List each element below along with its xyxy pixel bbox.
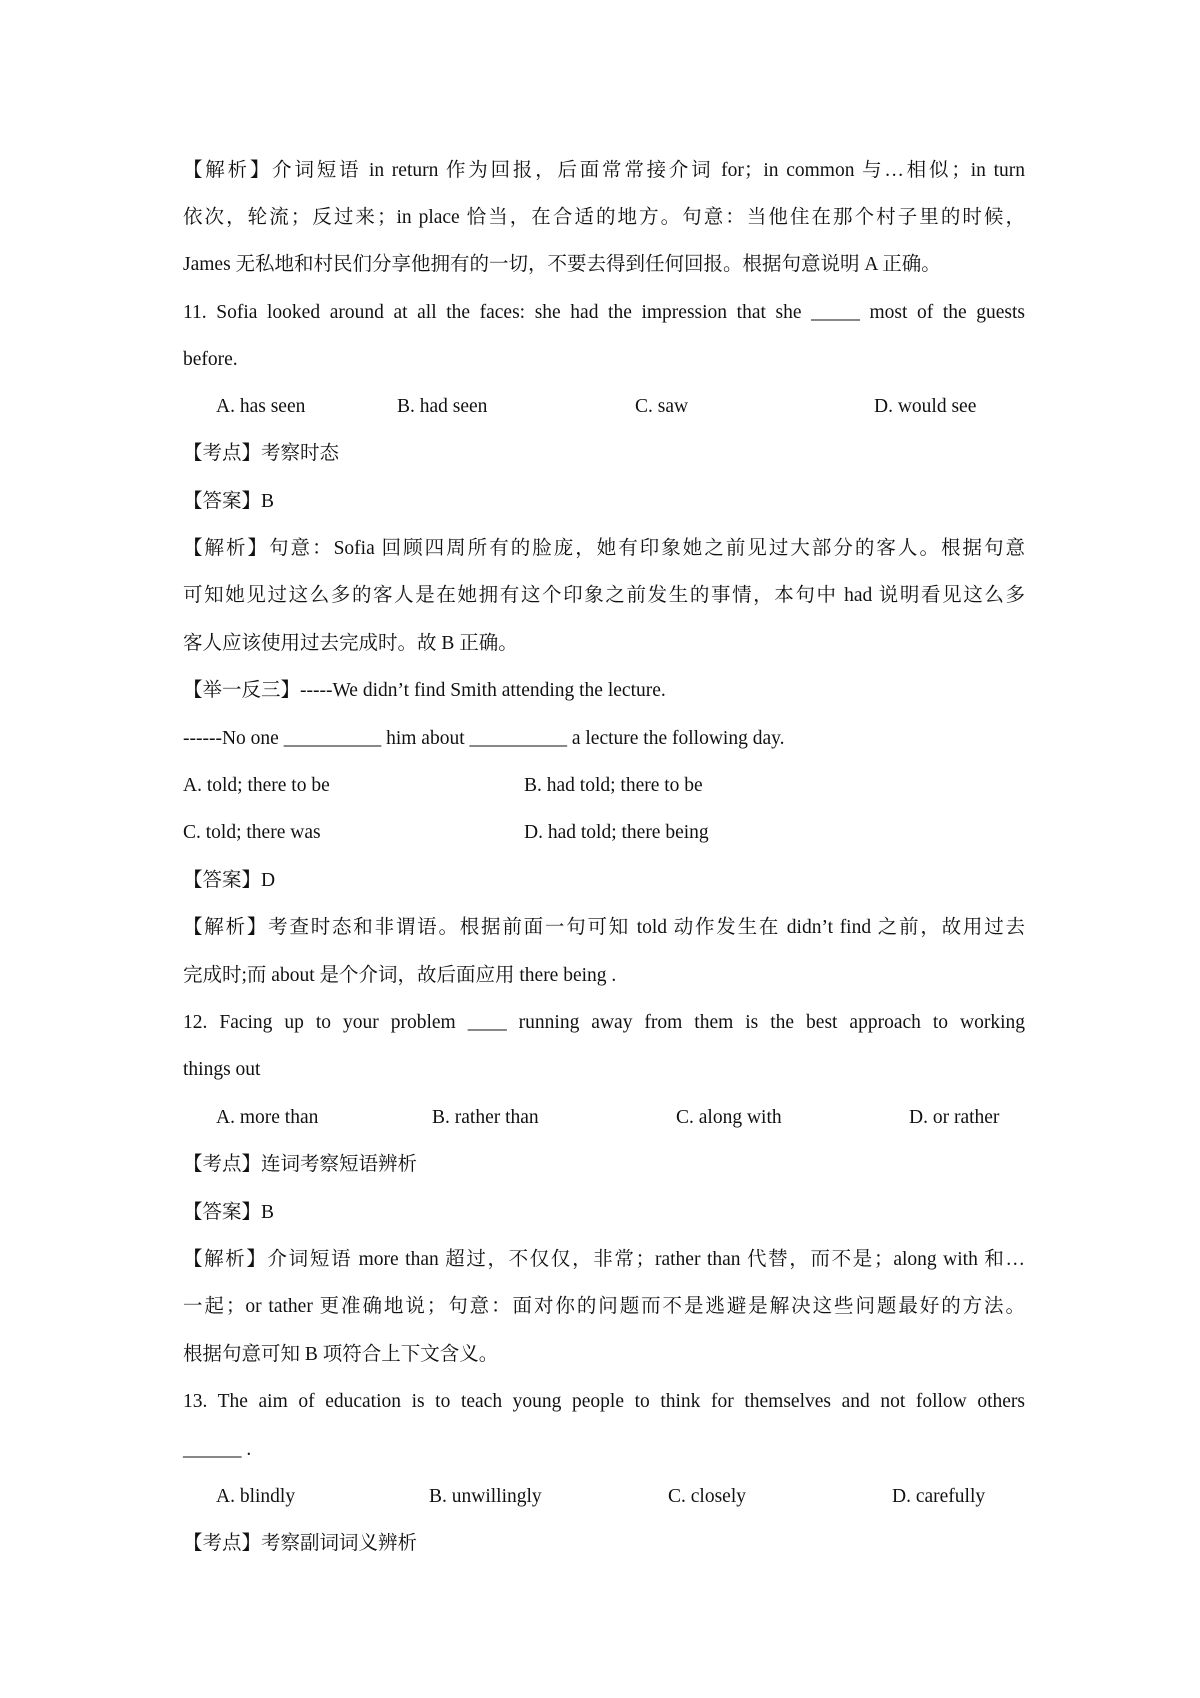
q13-option-c: C. closely bbox=[668, 1486, 746, 1507]
ex-explanation-line: 【解析】考查时态和非谓语。根据前面一句可知 told 动作发生在 didn’t find 之前，故用过去 bbox=[183, 917, 1025, 938]
ex-option-b: B. had told; there to be bbox=[524, 775, 703, 796]
q11-option-b: B. had seen bbox=[397, 396, 488, 417]
q12-option-d: D. or rather bbox=[909, 1107, 1000, 1128]
q12-explanation-line: 【解析】介词短语 more than 超过，不仅仅，非常；rather than 代替，而不是；along with 和… bbox=[183, 1249, 1025, 1270]
q12-option-b: B. rather than bbox=[432, 1107, 539, 1128]
q12-option-a: A. more than bbox=[216, 1107, 319, 1128]
q12-answer: 【答案】B bbox=[183, 1202, 275, 1223]
question-12-stem: 12. Facing up to your problem ____ running away from them is the best approach to working bbox=[183, 1012, 1025, 1033]
q11-explanation-line: 【解析】句意：Sofia 回顾四周所有的脸庞，她有印象她之前见过大部分的客人。根据句意 bbox=[183, 538, 1025, 559]
extension-exercise-line: 【举一反三】-----We didn’t find Smith attending the lecture. bbox=[183, 680, 666, 701]
ex-answer: 【答案】D bbox=[183, 870, 276, 891]
q11-option-a: A. has seen bbox=[216, 396, 306, 417]
q11-explanation-line: 可知她见过这么多的客人是在她拥有这个印象之前发生的事情，本句中 had 说明看见这么多 bbox=[183, 585, 1025, 606]
question-11-stem-cont: before. bbox=[183, 349, 238, 370]
extension-exercise-line: ------No one __________ him about __________ a lecture the following day. bbox=[183, 728, 785, 749]
question-11-stem: 11. Sofia looked around at all the faces: she had the impression that she _____ most of the guests bbox=[183, 302, 1025, 323]
q12-kaodian: 【考点】连词考察短语辨析 bbox=[183, 1154, 418, 1175]
q12-option-c: C. along with bbox=[676, 1107, 782, 1128]
q12-explanation-line: 一起；or tather 更准确地说；句意：面对你的问题而不是逃避是解决这些问题最好的方法。 bbox=[183, 1296, 1025, 1317]
ex-explanation-line: 完成时;而 about 是个介词，故后面应用 there being . bbox=[183, 965, 617, 986]
question-12-stem-cont: things out bbox=[183, 1059, 261, 1080]
q11-option-c: C. saw bbox=[635, 396, 689, 417]
q13-option-a: A. blindly bbox=[216, 1486, 296, 1507]
ex-option-a: A. told; there to be bbox=[183, 775, 330, 796]
q11-kaodian: 【考点】考察时态 bbox=[183, 443, 340, 464]
q11-option-d: D. would see bbox=[874, 396, 977, 417]
ex-option-c: C. told; there was bbox=[183, 822, 321, 843]
explanation-line: 【解析】介词短语 in return 作为回报，后面常常接介词 for；in common 与…相似；in turn bbox=[183, 160, 1025, 181]
question-13-stem-cont: ______ . bbox=[183, 1439, 252, 1460]
q12-explanation-line: 根据句意可知 B 项符合上下文含义。 bbox=[183, 1344, 499, 1365]
ex-option-d: D. had told; there being bbox=[524, 822, 709, 843]
explanation-line: James 无私地和村民们分享他拥有的一切，不要去得到任何回报。根据句意说明 A 正确。 bbox=[183, 254, 941, 275]
question-13-stem: 13. The aim of education is to teach young people to think for themselves and not follow others bbox=[183, 1391, 1025, 1412]
q11-answer: 【答案】B bbox=[183, 491, 275, 512]
q13-kaodian: 【考点】考察副词词义辨析 bbox=[183, 1533, 418, 1554]
q13-option-b: B. unwillingly bbox=[429, 1486, 542, 1507]
q11-explanation-line: 客人应该使用过去完成时。故 B 正确。 bbox=[183, 633, 518, 654]
q13-option-d: D. carefully bbox=[892, 1486, 986, 1507]
explanation-line: 依次，轮流；反过来；in place 恰当，在合适的地方。句意：当他住在那个村子里的时候， bbox=[183, 207, 1025, 228]
